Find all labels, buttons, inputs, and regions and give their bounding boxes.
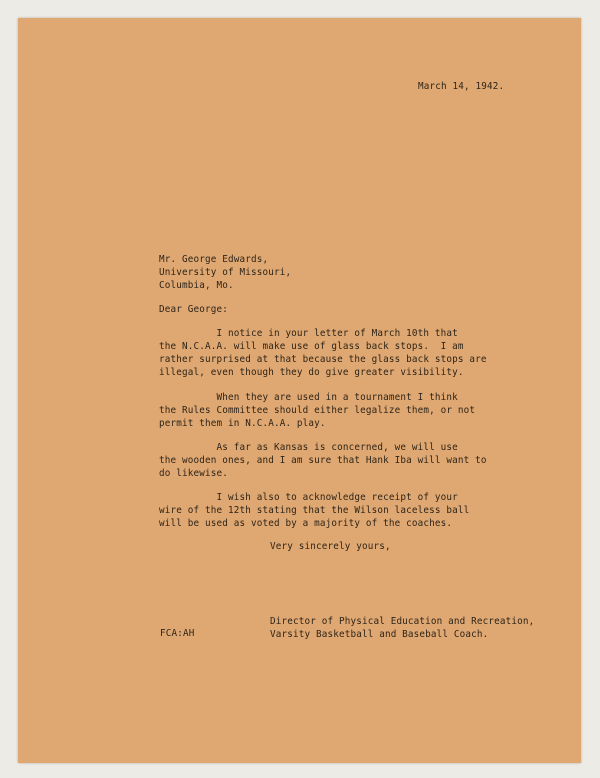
letter-date: March 14, 1942. [418, 81, 505, 92]
paragraph-2-line-1: When they are used in a tournament I think [159, 392, 458, 403]
paragraph-2-line-2: the Rules Committee should either legalize them, or not [159, 405, 476, 416]
recipient-city: Columbia, Mo. [159, 280, 234, 291]
letter-page [18, 18, 581, 763]
complimentary-closing: Very sincerely yours, [270, 541, 391, 552]
reference-initials: FCA:AH [160, 628, 195, 639]
recipient-institution: University of Missouri, [159, 267, 292, 278]
paragraph-4-line-1: I wish also to acknowledge receipt of your [159, 492, 458, 503]
paragraph-1-line-2: the N.C.A.A. will make use of glass back stops. I am [159, 341, 464, 352]
salutation: Dear George: [159, 304, 228, 315]
paragraph-1-line-3: rather surprised at that because the glass back stops are [159, 354, 487, 365]
paragraph-3-line-1: As far as Kansas is concerned, we will use [159, 442, 458, 453]
paragraph-4-line-3: will be used as voted by a majority of the coaches. [159, 518, 453, 529]
paragraph-4-line-2: wire of the 12th stating that the Wilson laceless ball [159, 505, 470, 516]
paragraph-2-line-3: permit them in N.C.A.A. play. [159, 418, 326, 429]
paragraph-3-line-2: the wooden ones, and I am sure that Hank Iba will want to [159, 455, 487, 466]
signature-title-line-2: Varsity Basketball and Baseball Coach. [270, 629, 489, 640]
recipient-name: Mr. George Edwards, [159, 254, 269, 265]
paragraph-3-line-3: do likewise. [159, 468, 228, 479]
paragraph-1-line-1: I notice in your letter of March 10th that [159, 328, 458, 339]
signature-title-line-1: Director of Physical Education and Recreation, [270, 616, 535, 627]
paragraph-1-line-4: illegal, even though they do give greater visibility. [159, 367, 464, 378]
